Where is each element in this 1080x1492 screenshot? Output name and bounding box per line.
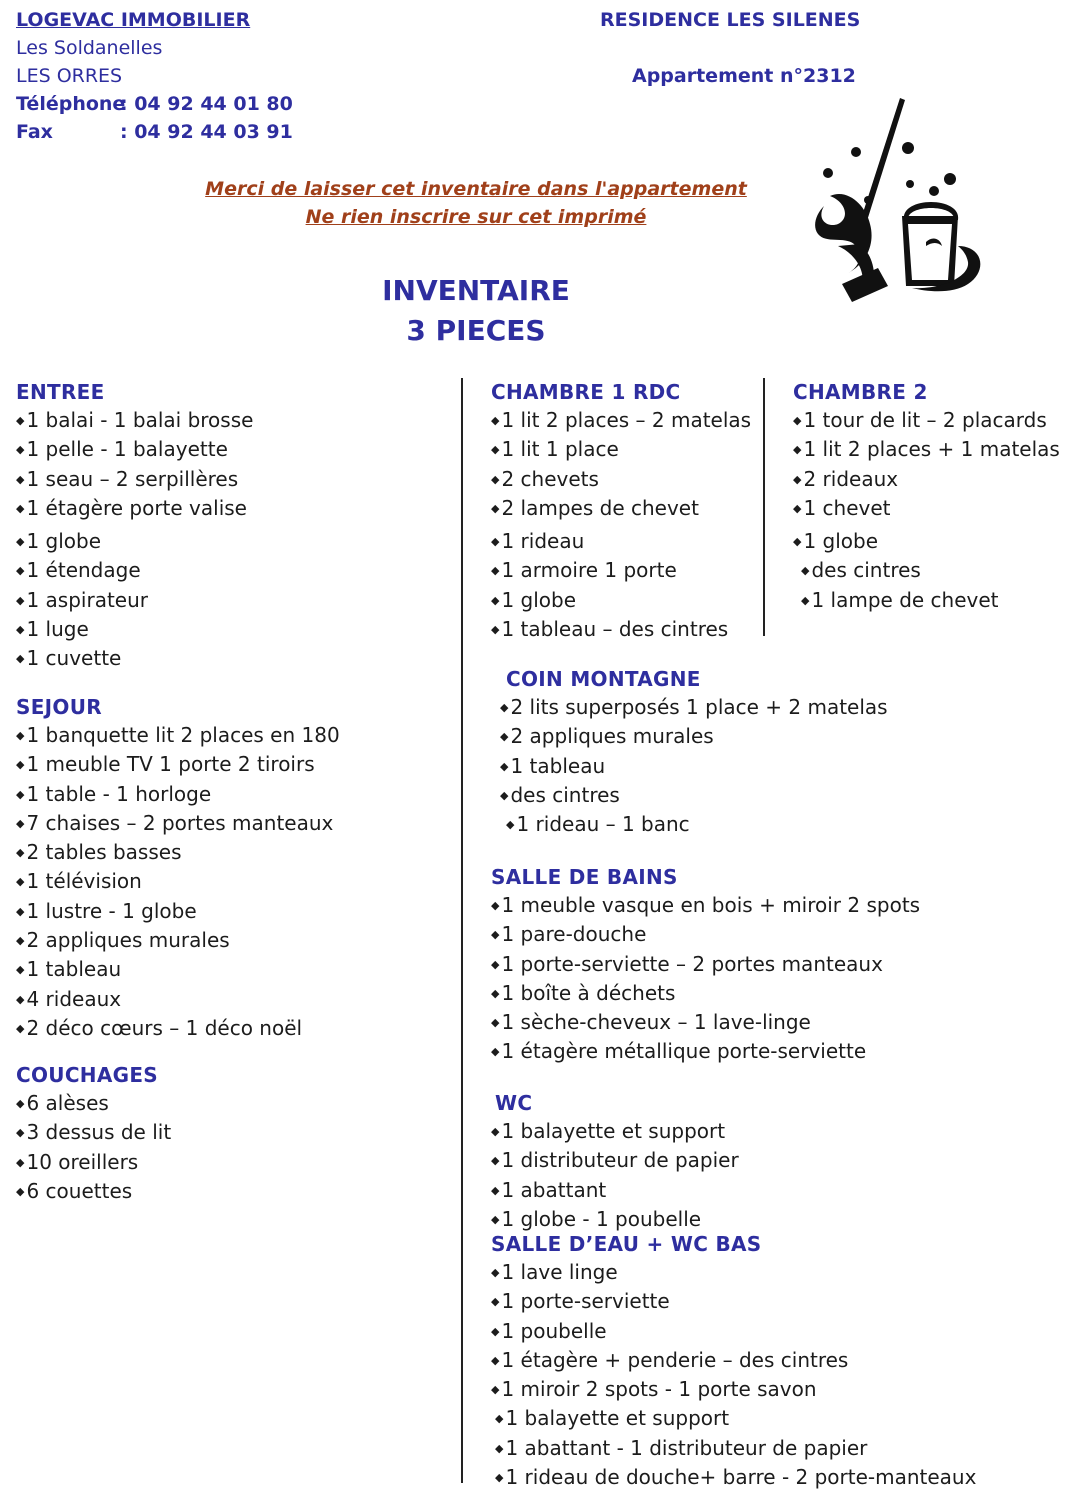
phone-number: : 04 92 44 01 80 bbox=[120, 93, 293, 115]
list-item: ◆ 1 cuvette bbox=[16, 646, 122, 671]
list-item: ◆ 1 pare-douche bbox=[491, 922, 647, 947]
list-item: ◆ 2 lampes de chevet bbox=[491, 495, 699, 520]
section-salle-d-eau bbox=[491, 1230, 976, 1492]
section-title: SALLE D’EAU + WC BAS bbox=[491, 1232, 762, 1256]
item-list bbox=[491, 1117, 739, 1234]
list-item: ◆ 1 pelle - 1 balayette bbox=[16, 437, 228, 462]
section-title: ENTREE bbox=[16, 380, 105, 404]
list-item: ◆ 3 dessus de lit bbox=[16, 1120, 172, 1145]
list-item: ◆ 1 armoire 1 porte bbox=[491, 558, 677, 583]
section-title: CHAMBRE 1 RDC bbox=[491, 380, 681, 404]
section-sejour bbox=[16, 693, 340, 1043]
list-item: ◆ 1 tableau – des cintres bbox=[491, 617, 729, 642]
list-item: ◆ 2 tables basses bbox=[16, 840, 182, 865]
page-subtitle: 3 PIECES bbox=[406, 314, 546, 347]
item-list bbox=[491, 1258, 976, 1492]
item-list bbox=[16, 1089, 171, 1206]
list-item: ◆ 1 rideau – 1 banc bbox=[506, 812, 690, 837]
list-item: ◆ des cintres bbox=[500, 782, 620, 807]
list-item: ◆ 1 seau – 2 serpillères bbox=[16, 466, 239, 491]
agency-address: Les Soldanelles bbox=[16, 37, 163, 59]
page-title: INVENTAIRE bbox=[382, 274, 570, 307]
section-title: COIN MONTAGNE bbox=[506, 667, 701, 691]
item-list bbox=[491, 891, 920, 1067]
list-item: ◆ 1 table - 1 horloge bbox=[16, 781, 212, 806]
list-item: ◆ 1 globe bbox=[793, 529, 879, 554]
list-item: ◆ 2 lits superposés 1 place + 2 matelas bbox=[500, 695, 888, 719]
section-couchages bbox=[16, 1061, 171, 1206]
section-title: COUCHAGES bbox=[16, 1063, 158, 1087]
section-coin-montagne bbox=[500, 665, 888, 839]
list-item: ◆ 2 déco cœurs – 1 déco noël bbox=[16, 1015, 303, 1040]
column-divider bbox=[461, 378, 463, 1483]
list-item: ◆ 1 tour de lit – 2 placards bbox=[793, 408, 1047, 432]
list-item: ◆ 1 porte-serviette bbox=[491, 1289, 670, 1314]
list-item: ◆ 7 chaises – 2 portes manteaux bbox=[16, 810, 334, 835]
column-divider-right bbox=[763, 378, 765, 636]
list-item: ◆ 1 abattant - 1 distributeur de papier bbox=[495, 1435, 868, 1460]
section-salle-de-bains bbox=[491, 863, 920, 1067]
list-item: ◆ 1 luge bbox=[16, 617, 89, 642]
list-item: ◆ 1 rideau de douche+ barre - 2 porte-manteaux bbox=[495, 1465, 977, 1490]
list-item: ◆ 1 étagère + penderie – des cintres bbox=[491, 1347, 849, 1372]
list-item: ◆ 1 balayette et support bbox=[495, 1406, 730, 1431]
list-item: ◆ 1 lit 2 places + 1 matelas bbox=[793, 437, 1060, 462]
agency-name: LOGEVAC IMMOBILIER bbox=[16, 9, 251, 31]
list-item: ◆ des cintres bbox=[801, 558, 921, 583]
list-item: ◆ 10 oreillers bbox=[16, 1149, 139, 1174]
fax-number: : 04 92 44 03 91 bbox=[120, 121, 293, 143]
list-item: ◆ 1 abattant bbox=[491, 1177, 607, 1202]
list-item: ◆ 2 rideaux bbox=[793, 466, 899, 491]
section-title: CHAMBRE 2 bbox=[793, 380, 928, 404]
list-item: ◆ 1 globe bbox=[16, 529, 102, 554]
list-item: ◆ 1 rideau bbox=[491, 529, 585, 554]
list-item: ◆ 1 sèche-cheveux – 1 lave-linge bbox=[491, 1010, 811, 1035]
item-list bbox=[500, 693, 888, 839]
item-list bbox=[793, 406, 1060, 615]
fax-label: Fax bbox=[16, 121, 53, 143]
list-item: ◆ 1 aspirateur bbox=[16, 587, 149, 612]
notice-line-2: Ne rien inscrire sur cet imprimé bbox=[305, 206, 647, 228]
list-item: ◆ 1 télévision bbox=[16, 869, 142, 894]
list-item: ◆ 1 tableau bbox=[16, 957, 122, 982]
section-chambre-2 bbox=[793, 378, 1060, 615]
section-title: SALLE DE BAINS bbox=[491, 865, 678, 889]
list-item: ◆ 1 porte-serviette – 2 portes manteaux bbox=[491, 951, 883, 976]
list-item: ◆ 4 rideaux bbox=[16, 986, 122, 1011]
list-item: ◆ 1 globe bbox=[491, 587, 577, 612]
list-item: ◆ 2 appliques murales bbox=[500, 724, 714, 749]
list-item: ◆ 1 miroir 2 spots - 1 porte savon bbox=[491, 1377, 817, 1402]
phone-label: Téléphone bbox=[16, 93, 126, 115]
list-item: ◆ 1 tableau bbox=[500, 753, 606, 778]
list-item: ◆ 1 chevet bbox=[793, 495, 891, 520]
item-list bbox=[491, 406, 751, 644]
list-item: ◆ 1 globe - 1 poubelle bbox=[491, 1206, 702, 1231]
list-item: ◆ 1 étagère porte valise bbox=[16, 495, 247, 520]
section-title: SEJOUR bbox=[16, 695, 102, 719]
list-item: ◆ 1 étendage bbox=[16, 558, 141, 583]
apartment-number: Appartement n°2312 bbox=[632, 65, 856, 87]
list-item: ◆ 1 boîte à déchets bbox=[491, 980, 676, 1005]
agency-city: LES ORRES bbox=[16, 65, 123, 87]
list-item: ◆ 1 balai - 1 balai brosse bbox=[16, 408, 254, 432]
section-wc bbox=[491, 1089, 739, 1234]
list-item: ◆ 1 meuble vasque en bois + miroir 2 spots bbox=[491, 893, 921, 917]
list-item: ◆ 1 poubelle bbox=[491, 1318, 607, 1343]
list-item: ◆ 1 meuble TV 1 porte 2 tiroirs bbox=[16, 752, 315, 777]
section-title: WC bbox=[495, 1091, 533, 1115]
residence-name: RESIDENCE LES SILENES bbox=[600, 9, 861, 31]
item-list bbox=[16, 721, 340, 1043]
list-item: ◆ 6 couettes bbox=[16, 1178, 133, 1203]
section-entree bbox=[16, 378, 253, 674]
list-item: ◆ 1 lave linge bbox=[491, 1260, 618, 1284]
list-item: ◆ 1 lit 1 place bbox=[491, 437, 619, 462]
section-chambre-1 bbox=[491, 378, 751, 644]
list-item: ◆ 2 chevets bbox=[491, 466, 599, 491]
list-item: ◆ 1 balayette et support bbox=[491, 1119, 726, 1143]
list-item: ◆ 1 lit 2 places – 2 matelas bbox=[491, 408, 752, 432]
list-item: ◆ 1 étagère métallique porte-serviette bbox=[491, 1039, 867, 1064]
item-list bbox=[16, 406, 253, 674]
list-item: ◆ 1 lampe de chevet bbox=[801, 587, 999, 612]
list-item: ◆ 1 banquette lit 2 places en 180 bbox=[16, 723, 340, 747]
notice-line-1: Merci de laisser cet inventaire dans l'appartement bbox=[205, 178, 747, 200]
list-item: ◆ 2 appliques murales bbox=[16, 928, 230, 953]
list-item: ◆ 1 lustre - 1 globe bbox=[16, 898, 197, 923]
list-item: ◆ 1 distributeur de papier bbox=[491, 1148, 739, 1173]
cleaning-mop-bucket-icon bbox=[808, 96, 986, 304]
list-item: ◆ 6 alèses bbox=[16, 1091, 109, 1115]
